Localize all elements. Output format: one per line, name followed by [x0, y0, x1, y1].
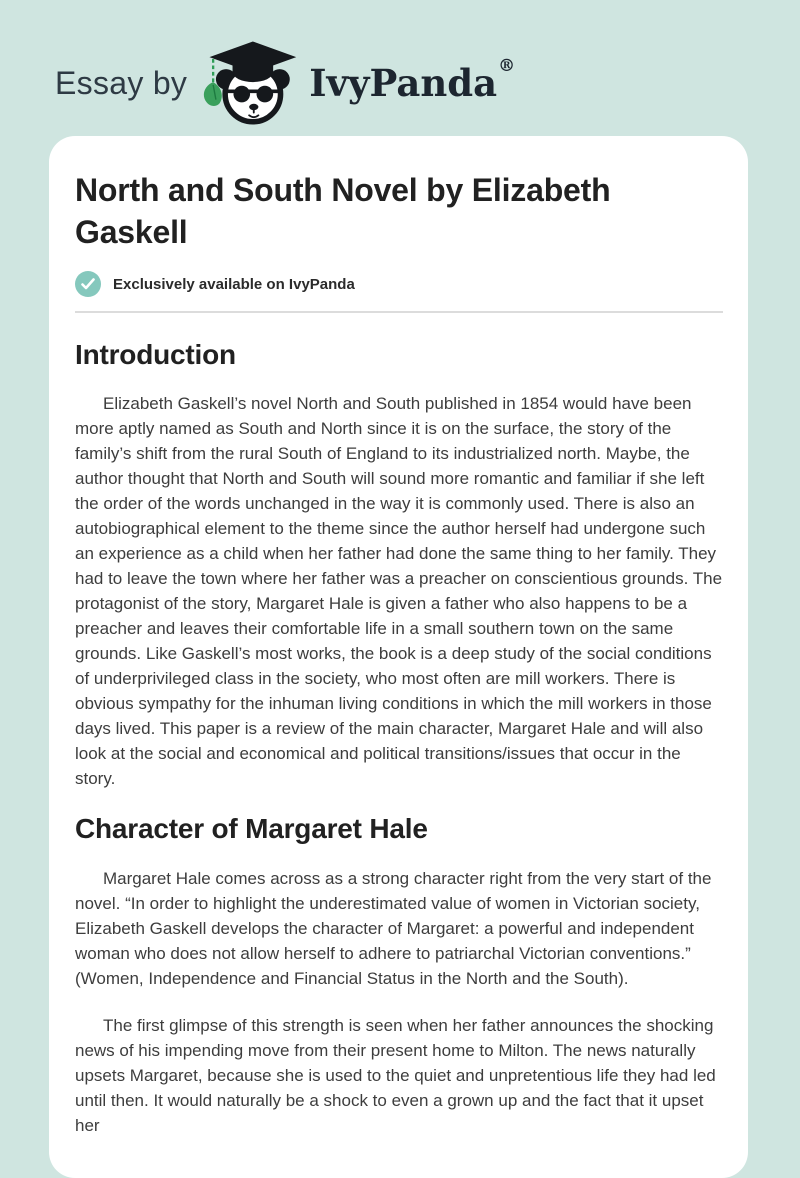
- brand-wordmark: IvyPanda: [309, 61, 498, 105]
- section-heading-introduction: Introduction: [75, 339, 236, 371]
- introduction-paragraph: Elizabeth Gaskell’s novel North and South published in 1854 would have been more aptly named as South and North since it is on the surface, the story of the family’s shift from the rural South of England to its industrialized north. Maybe, the author thought that North and South will sound more romantic and familiar if she left the order of the words unchanged in the way it is commonly used. There is also an autobiographical element to the theme since the author herself had undergone such an experience as a child when her father had done the same thing to her family. They had to leave the town where her father was a preacher on conscientious grounds. The protagonist of the story, Margaret Hale is given a father who also happens to be a preacher and leaves their comfortable life in a small southern town on the same grounds. Like Gaskell’s most works, the book is a deep study of the social conditions of underprivileged class in the society, who most often are mill workers. There is obvious sympathy for the inhuman living conditions in which the mill workers in those days lived. This paper is a review of the main character, Margaret Hale and will also look at the social and economical and political transitions/issues that occur in the story.: [75, 394, 723, 789]
- exclusive-badge-label: Exclusively available on IvyPanda: [113, 275, 355, 293]
- character-paragraph-2: The first glimpse of this strength is seen when her father announces the shocking news of his impending move from their present home to Milton. The news naturally upsets Margaret, because she is used to the quiet and unpretentious life they had led until then. It would naturally be a shock to even a grown up and the fact that it upset her: [75, 1015, 716, 1135]
- brand-logo-link[interactable]: [203, 40, 514, 126]
- site-header: [0, 0, 800, 128]
- section-heading-character: Character of Margaret Hale: [75, 813, 428, 845]
- essay-title: North and South Novel by Elizabeth Gaskell: [75, 172, 611, 250]
- panda-graduate-icon: [203, 40, 299, 126]
- exclusive-badge: [75, 271, 723, 297]
- divider: [75, 311, 723, 313]
- check-icon: [75, 271, 101, 297]
- registered-mark: ®: [498, 56, 516, 76]
- essay-by-label: Essay by: [55, 64, 188, 101]
- character-paragraph-1: Margaret Hale comes across as a strong character right from the very start of the novel. “In order to highlight the underestimated value of women in Victorian society, Elizabeth Gaskell develops the character of Margaret: a powerful and independent woman who does not allow herself to adhere to patriarchal Victorian conventions.” (Women, Independence and Financial Status in the North and the South).: [75, 868, 712, 988]
- essay-card: [49, 136, 748, 1178]
